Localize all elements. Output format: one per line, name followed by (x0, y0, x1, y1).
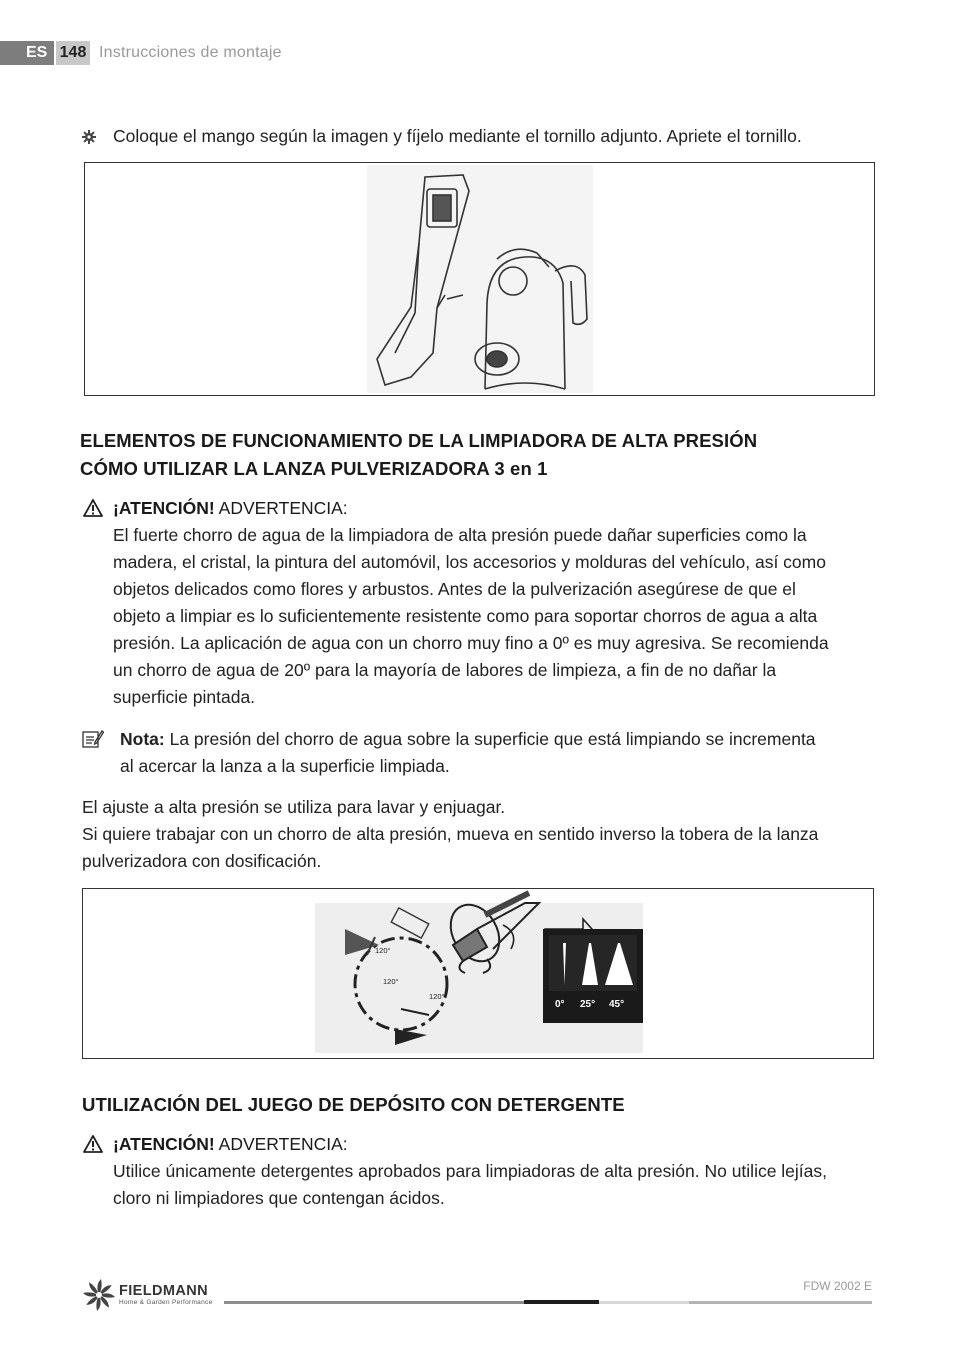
warning-type: ADVERTENCIA: (218, 498, 348, 518)
note-text-1: La presión del chorro de agua sobre la superficie que está limpiando se incrementa (169, 729, 816, 749)
language-tag: ES (0, 41, 54, 65)
section-title: Instrucciones de montaje (99, 44, 282, 61)
paragraph-line: El ajuste a alta presión se utiliza para lavar y enjuagar. (82, 797, 506, 817)
footer-divider (524, 1300, 599, 1304)
angle-label: 120° (383, 977, 399, 986)
brand-name: FIELDMANN (119, 1283, 208, 1299)
warning-triangle-icon (83, 499, 103, 517)
footer-divider (599, 1301, 689, 1304)
nozzle-drawing (83, 889, 873, 1058)
warning-heading (113, 495, 348, 522)
high-pressure-paragraph (82, 794, 882, 875)
nozzle-figure (82, 888, 874, 1059)
heading-detergent-tank: UTILIZACIÓN DEL JUEGO DE DEPÓSITO CON DETERGENTE (82, 1094, 625, 1115)
angle-label: 120° (375, 946, 391, 955)
warning-heading (113, 1131, 348, 1158)
warning-line: objetos delicados como flores y arbustos. Antes de la pulverización asegúrese de que el (113, 579, 796, 599)
warning-line: cloro ni limpiadores que contengan ácidos. (113, 1188, 445, 1208)
angle-label: 120° (429, 992, 445, 1001)
brand-tagline: Home & Garden Performance (119, 1299, 213, 1306)
spray-angle-label: 0° (555, 999, 565, 1010)
note-line-1 (120, 726, 880, 753)
spray-angle-label: 45° (609, 999, 625, 1010)
note-block (120, 726, 880, 780)
section-heading (80, 427, 880, 483)
warning-triangle-icon (83, 1135, 103, 1153)
footer-divider (224, 1301, 524, 1304)
warning-label: ¡ATENCIÓN! (113, 1134, 215, 1154)
paragraph-line: Si quiere trabajar con un chorro de alta presión, mueva en sentido inverso la tobera de la lanza (82, 824, 819, 844)
warning-label: ¡ATENCIÓN! (113, 498, 215, 518)
warning-line: objeto a limpiar es lo suficientemente resistente como para soportar chorros de agua a alta (113, 606, 818, 626)
warning-line: Utilice únicamente detergentes aprobados para limpiadoras de alta presión. No utilice lejías, (113, 1161, 828, 1181)
heading-spray-lance: CÓMO UTILIZAR LA LANZA PULVERIZADORA 3 en 1 (80, 458, 548, 479)
warning-line: presión. La aplicación de agua con un chorro muy fino a 0º es muy agresiva. Se recomienda (113, 633, 829, 653)
note-line-2: al acercar la lanza a la superficie limpiada. (120, 756, 450, 776)
note-label: Nota: (120, 729, 165, 749)
bullet-instruction: Coloque el mango según la imagen y fíjelo mediante el tornillo adjunto. Apriete el tornillo. (113, 126, 802, 146)
warning-type: ADVERTENCIA: (218, 1134, 348, 1154)
footer-divider (689, 1301, 872, 1304)
model-number: FDW 2002 E (803, 1279, 872, 1293)
spray-angle-label: 25° (580, 999, 596, 1010)
warning-line: un chorro de agua de 20º para la mayoría de labores de limpieza, a fin de no dañar la (113, 660, 777, 680)
handle-assembly-figure (84, 162, 875, 396)
paragraph-line: pulverizadora con dosificación. (82, 851, 322, 871)
gear-bullet-icon (82, 130, 96, 144)
warning-body (113, 522, 883, 711)
warning-line: madera, el cristal, la pintura del automóvil, los accesorios y molduras del vehículo, así como (113, 552, 826, 572)
heading-operating-elements: ELEMENTOS DE FUNCIONAMIENTO DE LA LIMPIADORA DE ALTA PRESIÓN (80, 430, 758, 451)
warning-line: El fuerte chorro de agua de la limpiadora de alta presión puede dañar superficies como la (113, 525, 807, 545)
warning-line: superficie pintada. (113, 687, 256, 707)
note-pencil-icon (82, 729, 104, 749)
warning-body (113, 1158, 883, 1212)
page-number: 148 (56, 41, 90, 65)
handle-assembly-drawing (85, 163, 874, 395)
